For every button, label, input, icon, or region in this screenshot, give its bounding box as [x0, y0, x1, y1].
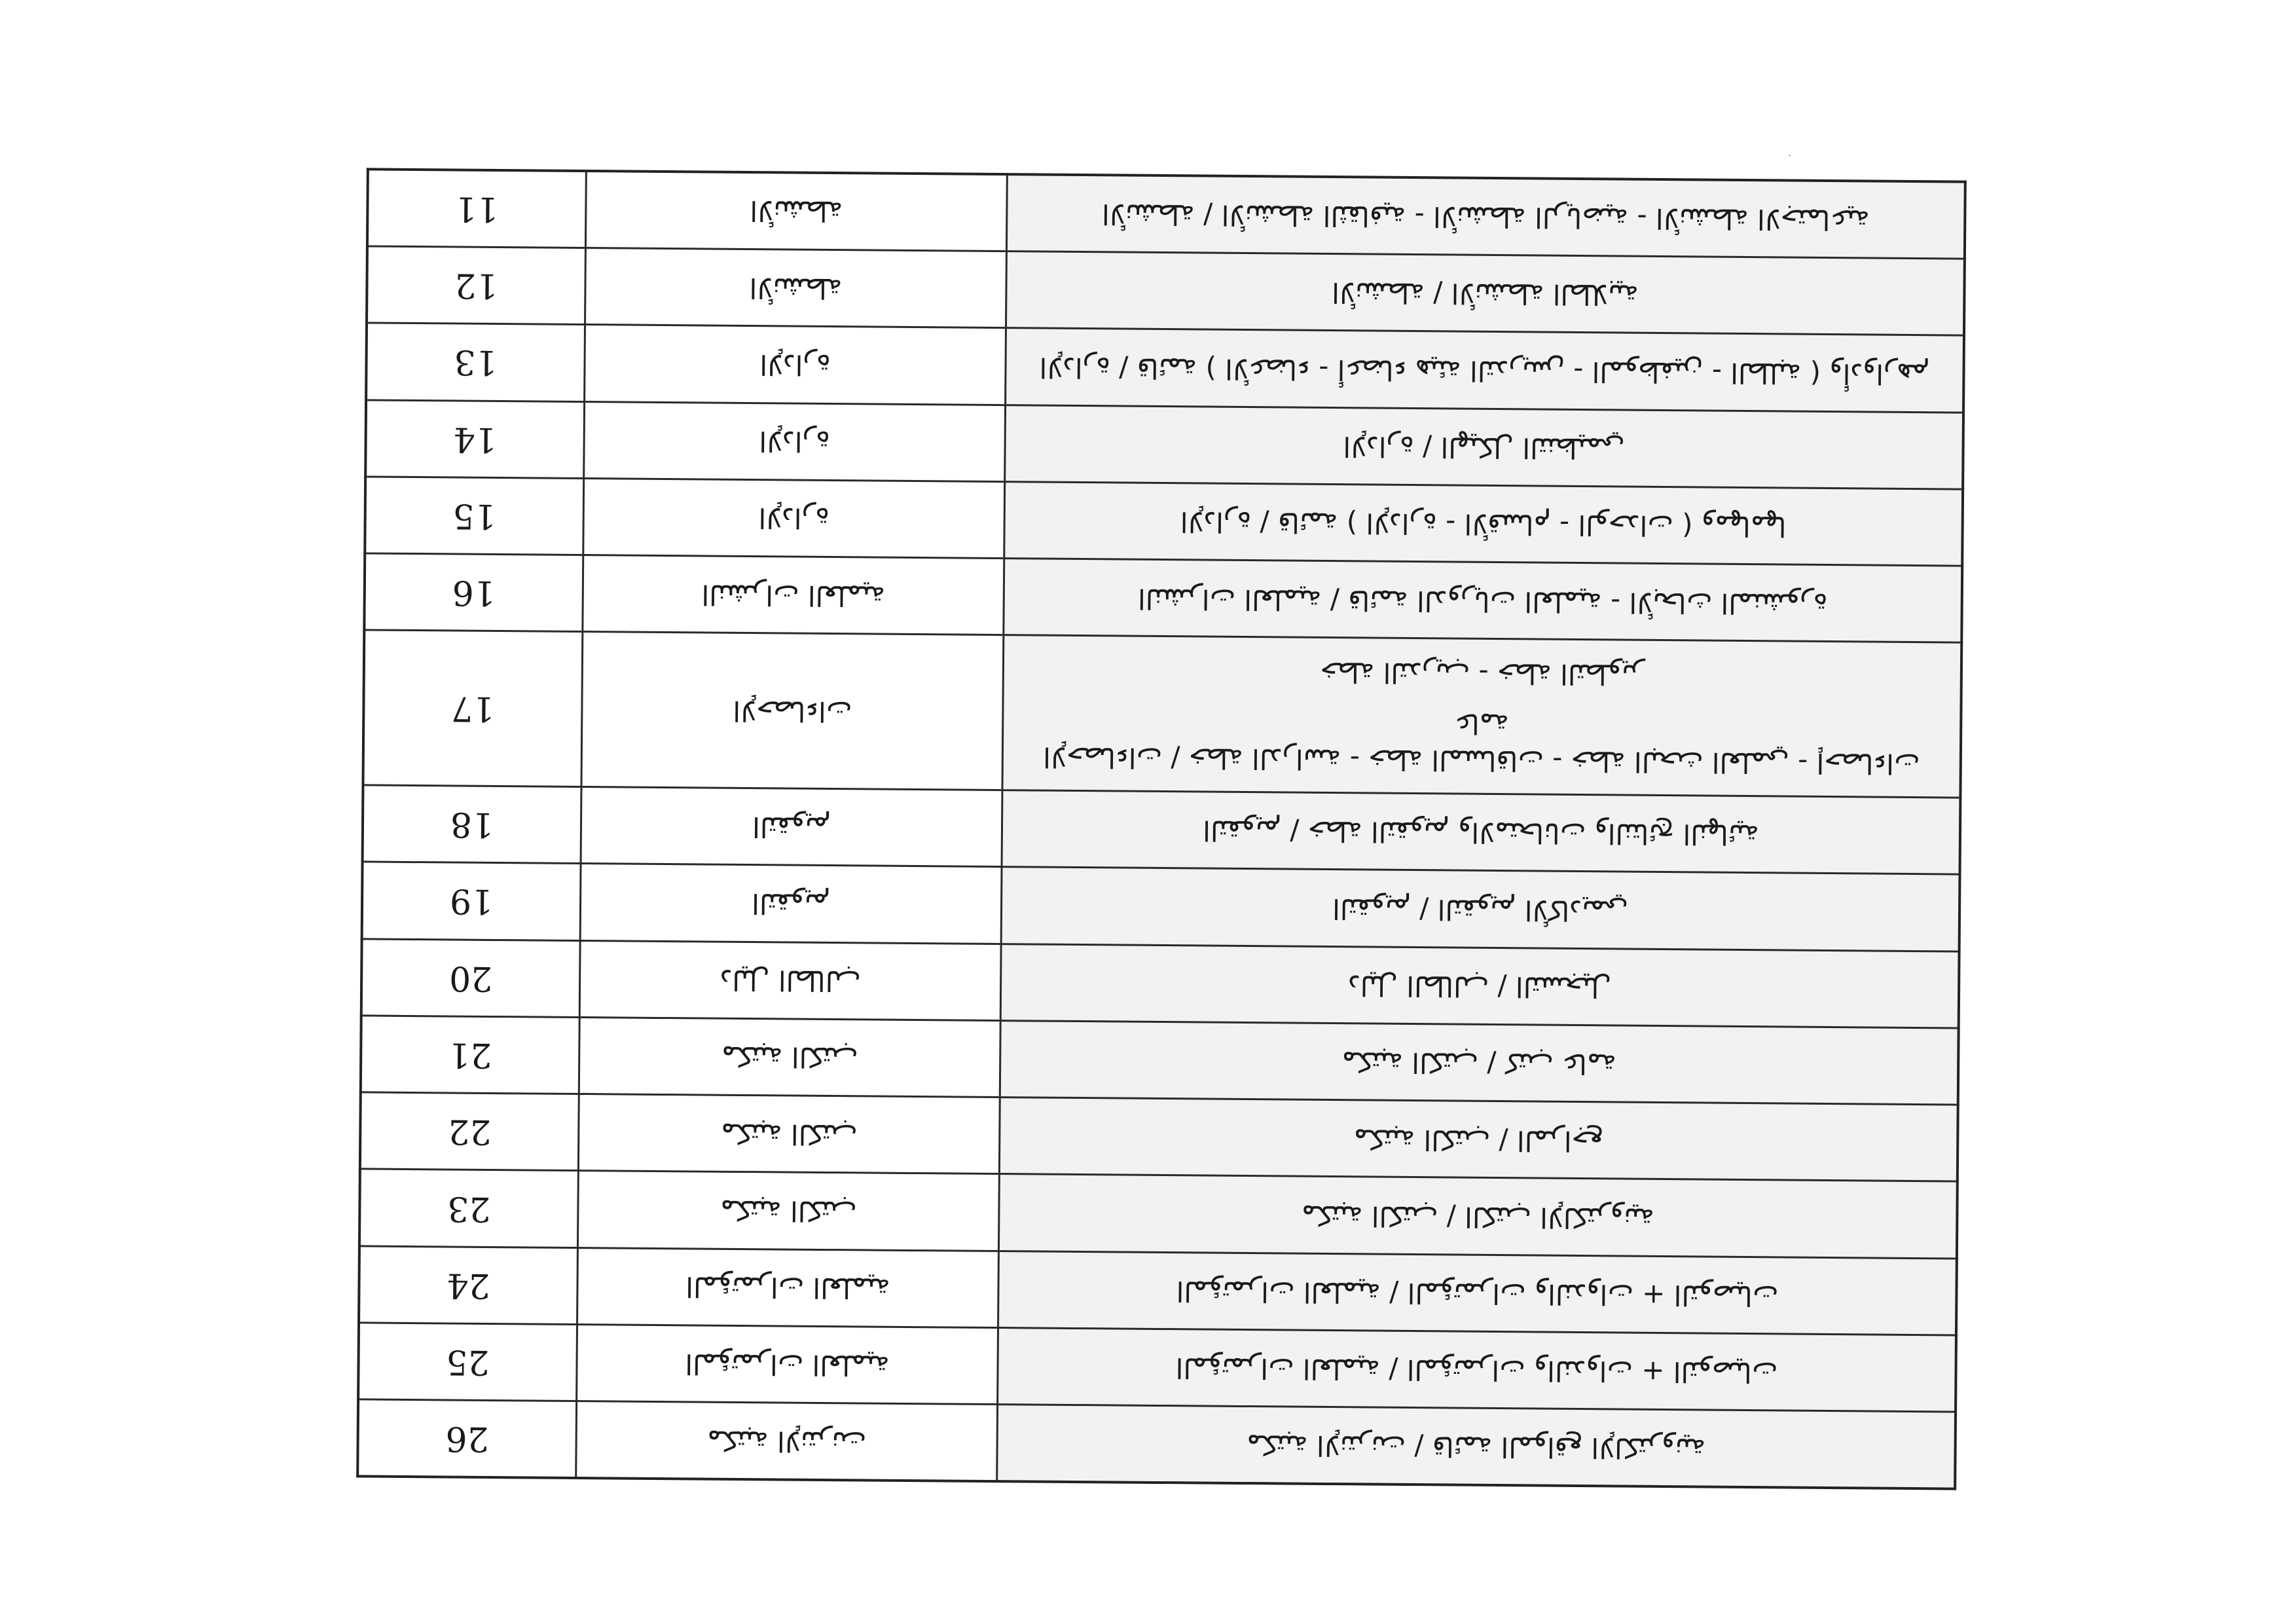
table-row [358, 1323, 1956, 1412]
index-table [356, 168, 1967, 1490]
table-row [357, 1399, 1956, 1488]
row-category: الإدارة [585, 325, 1006, 405]
row-description [998, 1251, 1957, 1335]
row-category: مكتبة الكتب [578, 1094, 1000, 1174]
row-number: 16 [364, 553, 583, 632]
description-line: الأنشطة / الأنشطة الثقافية - الأنشطة الرياضية - الأنشطة الاجتماعية [1101, 198, 1870, 236]
description-line: الإدارة / الهيكل التنظيمي [1343, 430, 1625, 465]
row-category: التقويم [580, 864, 1002, 944]
row-category: الأنشطة [585, 171, 1007, 251]
table-row [364, 553, 1962, 642]
description-line: التقويم / خطة التقويم والامتحانات والنتائج النهائية [1203, 814, 1759, 851]
row-number: 21 [361, 1016, 579, 1094]
row-category: التقويم [581, 787, 1002, 867]
row-number: 23 [359, 1169, 578, 1247]
description-line: الإدارة / قائمة ( الإدارة - الأقسام - الوحدات ) ومهامها [1180, 506, 1787, 543]
table-row [359, 1169, 1958, 1258]
description-line: مكتبة الإنترنت / قائمة المواقع الإلكترونية [1246, 1429, 1706, 1466]
row-number: 19 [362, 862, 581, 940]
description-line: مكتبة الكتب / المراجع [1353, 1122, 1604, 1157]
row-description [1002, 635, 1961, 798]
description-line: المؤتمرات العلمية / المؤتمرات والندوات + التوصيات [1175, 1352, 1778, 1389]
table-row [363, 785, 1961, 874]
row-number: 18 [363, 785, 581, 864]
description-line: مكتبة الكتب / الكتب الإلكترونية [1301, 1199, 1655, 1234]
row-number: 11 [367, 169, 586, 248]
row-number: 25 [358, 1323, 577, 1401]
description-line: الأنشطة / الأنشطة الطلابية [1331, 276, 1639, 312]
table-row [363, 630, 1961, 798]
row-category: النشرات العلمية [583, 555, 1004, 635]
row-category: الإحصاءات [581, 632, 1004, 790]
table-row [366, 323, 1964, 412]
description-line: المؤتمرات العلمية / المؤتمرات والندوات + التوصيات [1176, 1275, 1779, 1312]
table-row [361, 1016, 1959, 1105]
row-description [997, 1405, 1956, 1489]
row-description [1002, 790, 1960, 875]
table-row [367, 169, 1965, 259]
row-description [1005, 405, 1963, 489]
row-description [1006, 174, 1965, 259]
description-line: الإحصاءات / خطة الدراسة - خطة المساقات - خطة البحث العلمي - إحصاءات عامة [1043, 707, 1920, 781]
table-row [365, 477, 1963, 566]
row-description [1004, 559, 1962, 643]
row-description [998, 1328, 1956, 1412]
index-table-wrapper [356, 168, 1967, 1490]
description-line: خطة التدريب - خطة التطوير [1320, 655, 1645, 691]
row-description [1004, 481, 1963, 566]
row-number: 12 [367, 246, 585, 325]
index-table-body [357, 169, 1965, 1488]
description-line: التقويم / التقويم الأكاديمي [1332, 892, 1629, 927]
table-row [360, 1092, 1958, 1181]
description-line: دليل الطالب / التسجيل [1347, 969, 1612, 1004]
table-row [365, 399, 1963, 489]
row-description [999, 1098, 1958, 1182]
row-description [998, 1174, 1957, 1259]
row-number: 22 [360, 1092, 579, 1171]
row-category: دليل الطالب [579, 940, 1001, 1020]
scan-speck [1789, 155, 1791, 157]
row-description [1001, 867, 1959, 951]
row-description [1006, 251, 1965, 336]
table-row [362, 862, 1960, 951]
row-category: مكتبة الكتب [577, 1171, 999, 1251]
row-category: الأنشطة [585, 248, 1007, 328]
row-number: 20 [361, 938, 580, 1017]
row-category: الإدارة [583, 478, 1005, 558]
row-number: 15 [365, 477, 583, 555]
description-line: النشرات العلمية / قائمة الدوريات العلمية - الأبحاث المنشورة [1137, 582, 1828, 620]
row-category: مكتبة الكتب [579, 1017, 1000, 1097]
row-category: الإدارة [584, 401, 1006, 481]
row-number: 13 [366, 323, 585, 401]
row-description [1000, 1020, 1958, 1105]
row-number: 17 [363, 630, 582, 786]
description-line: مكتبة الكتب / كتب عامة [1341, 1046, 1617, 1080]
row-number: 14 [365, 399, 584, 478]
table-row [367, 246, 1965, 335]
row-number: 24 [359, 1246, 577, 1325]
row-category: المؤتمرات العلمية [577, 1324, 998, 1404]
row-category: المؤتمرات العلمية [577, 1247, 999, 1327]
table-row [361, 938, 1959, 1027]
row-description [1006, 328, 1964, 413]
row-number: 26 [357, 1399, 576, 1478]
row-category: مكتبة الإنترنت [576, 1401, 998, 1481]
description-line: الإدارة / قائمة ( الأعضاء - أعضاء هيئة التدريس - الموظفين - الطلبة ) وأدوارهم [1039, 351, 1930, 390]
row-description [1000, 944, 1959, 1028]
table-row [359, 1246, 1957, 1335]
